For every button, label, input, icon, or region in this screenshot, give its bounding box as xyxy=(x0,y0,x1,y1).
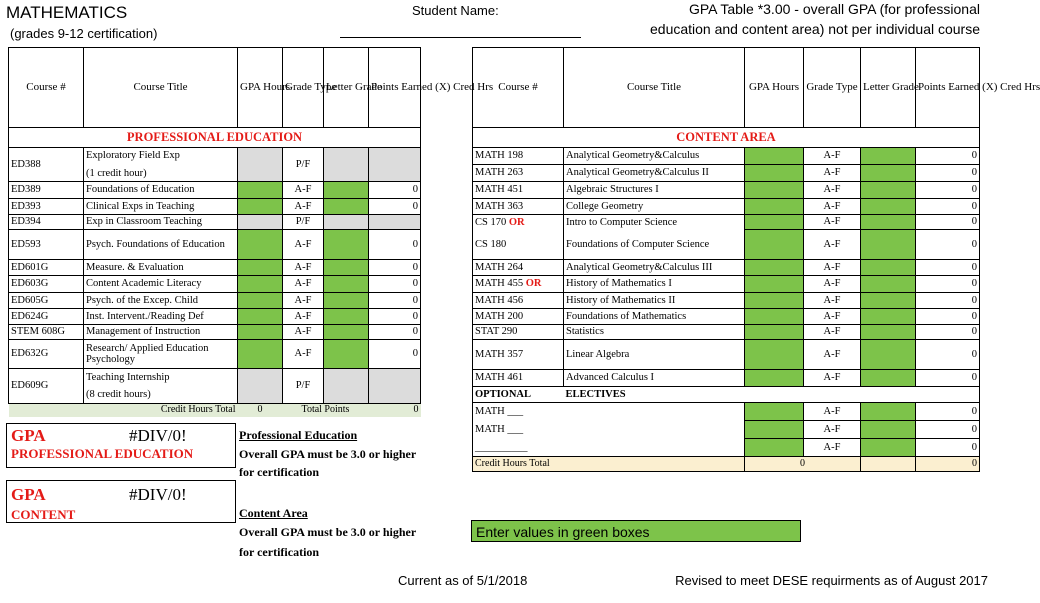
course-title: Statistics xyxy=(564,325,745,340)
grade-type: A-F xyxy=(804,276,861,293)
credit-hours-total-label: Credit Hours Total xyxy=(473,457,745,472)
grade-type: A-F xyxy=(804,165,861,182)
gpa-hours-input[interactable] xyxy=(238,199,283,215)
gpa-sub-label: CONTENT xyxy=(11,507,76,522)
course-title: Measure. & Evaluation xyxy=(84,260,238,276)
letter-grade-input[interactable] xyxy=(861,293,916,309)
gpa-hours-input[interactable] xyxy=(745,340,804,370)
optional-label: OPTIONAL xyxy=(473,387,564,403)
course-num: ED389 xyxy=(9,182,84,199)
gpa-hours-input[interactable] xyxy=(745,325,804,340)
gpa-professional-value: #DIV/0! xyxy=(129,426,187,445)
course-title: Linear Algebra xyxy=(564,340,745,370)
table-row xyxy=(9,260,421,276)
course-title: Analytical Geometry&Calculus III xyxy=(564,260,745,276)
table-row xyxy=(473,260,980,276)
letter-grade-input[interactable] xyxy=(861,165,916,182)
points-earned: 0 xyxy=(916,260,980,276)
course-title: History of Mathematics I xyxy=(564,276,745,293)
letter-grade-input[interactable] xyxy=(324,182,369,199)
current-as-of: Current as of 5/1/2018 xyxy=(398,573,528,588)
points-earned: 0 xyxy=(916,199,980,215)
points-earned: 0 xyxy=(916,403,980,421)
table-row xyxy=(473,293,980,309)
course-title: Foundations of Education xyxy=(84,182,238,199)
totals-row xyxy=(473,457,980,472)
points-earned: 0 xyxy=(916,276,980,293)
table-row xyxy=(473,340,980,370)
table-row xyxy=(9,369,421,404)
grade-type: A-F xyxy=(283,309,324,325)
course-num: ED632G xyxy=(9,340,84,369)
course-num: MATH 357 xyxy=(473,340,564,370)
credit-hours-total-value: 0 xyxy=(745,457,861,472)
course-num: STAT 290 xyxy=(473,325,564,340)
table-row xyxy=(9,325,421,340)
points-earned: 0 xyxy=(916,165,980,182)
course-title: Teaching Internship (8 credit hours) xyxy=(84,369,238,404)
col-letter-grade: Letter Grade xyxy=(861,48,916,128)
grade-type: A-F xyxy=(283,325,324,340)
grade-type: A-F xyxy=(283,293,324,309)
total-points-value: 0 xyxy=(369,404,421,417)
course-title: Intro to Computer Science xyxy=(564,215,745,230)
letter-grade-input[interactable] xyxy=(861,215,916,230)
gpa-hours-input[interactable] xyxy=(238,340,283,369)
course-num: MATH 198 xyxy=(473,148,564,165)
gpa-hours-input[interactable] xyxy=(745,403,804,421)
gpa-hours-input[interactable] xyxy=(238,325,283,340)
grade-type: A-F xyxy=(283,199,324,215)
electives-label: ELECTIVES xyxy=(564,387,980,403)
gpa-hours-input[interactable] xyxy=(745,165,804,182)
grade-type: A-F xyxy=(804,421,861,439)
table-row xyxy=(473,439,980,457)
letter-grade-input[interactable] xyxy=(324,230,369,260)
section-professional-education: PROFESSIONAL EDUCATION xyxy=(9,128,421,148)
gpa-hours-input[interactable] xyxy=(745,370,804,387)
elective-course-title[interactable] xyxy=(564,439,745,457)
course-num: ED388 xyxy=(9,148,84,182)
table-row xyxy=(9,148,421,182)
table-row xyxy=(473,276,980,293)
letter-grade-input[interactable] xyxy=(861,439,916,457)
totals-row xyxy=(9,404,421,417)
course-title: Analytical Geometry&Calculus xyxy=(564,148,745,165)
points-earned: 0 xyxy=(916,215,980,230)
letter-grade-input[interactable] xyxy=(861,148,916,165)
optional-electives-row xyxy=(473,387,980,403)
letter-grade-input[interactable] xyxy=(861,230,916,260)
course-num: ED593 xyxy=(9,230,84,260)
letter-grade-input[interactable] xyxy=(861,276,916,293)
letter-grade-input[interactable] xyxy=(324,340,369,369)
col-gpa-hours: GPA Hours xyxy=(238,48,283,128)
gpa-note-line2: education and content area) not per individual course xyxy=(650,21,980,37)
points-earned: 0 xyxy=(369,182,421,199)
points-earned: 0 xyxy=(369,293,421,309)
letter-grade-input[interactable] xyxy=(861,403,916,421)
grade-type: A-F xyxy=(804,182,861,199)
course-title: Content Academic Literacy xyxy=(84,276,238,293)
course-title: Inst. Intervent./Reading Def xyxy=(84,309,238,325)
section-content-area: CONTENT AREA xyxy=(473,128,980,148)
elective-course-num[interactable]: MATH ___ xyxy=(473,403,564,421)
course-title: Psych. Foundations of Education xyxy=(84,230,238,260)
credit-hours-total-label: Credit Hours Total xyxy=(9,404,238,417)
gpa-hours-input[interactable] xyxy=(238,293,283,309)
table-row xyxy=(473,403,980,421)
table-row xyxy=(473,230,980,260)
grade-type: A-F xyxy=(283,340,324,369)
col-gpa-hours: GPA Hours xyxy=(745,48,804,128)
grade-type: A-F xyxy=(804,148,861,165)
letter-grade-input[interactable] xyxy=(861,260,916,276)
letter-grade-input[interactable] xyxy=(324,260,369,276)
course-num: MATH 363 xyxy=(473,199,564,215)
course-title: Analytical Geometry&Calculus II xyxy=(564,165,745,182)
letter-grade-input[interactable] xyxy=(324,369,369,404)
elective-course-num[interactable]: __________ xyxy=(473,439,564,457)
course-title: Foundations of Mathematics xyxy=(564,309,745,325)
points-earned: 0 xyxy=(369,199,421,215)
gpa-hours-input[interactable] xyxy=(745,309,804,325)
table-row xyxy=(473,370,980,387)
course-num: ED393 xyxy=(9,199,84,215)
table-row xyxy=(9,276,421,293)
grade-type: P/F xyxy=(283,148,324,182)
letter-grade-input[interactable] xyxy=(861,309,916,325)
gpa-hours-input[interactable] xyxy=(238,230,283,260)
letter-grade-input[interactable] xyxy=(861,325,916,340)
course-num: CS 170 OR xyxy=(473,215,564,230)
table-row xyxy=(9,309,421,325)
course-num: ED605G xyxy=(9,293,84,309)
course-num: MATH 264 xyxy=(473,260,564,276)
page-title: MATHEMATICS xyxy=(6,3,128,22)
grade-type: P/F xyxy=(283,369,324,404)
table-row xyxy=(9,230,421,260)
course-title: Foundations of Computer Science xyxy=(564,230,745,260)
course-title: Clinical Exps in Teaching xyxy=(84,199,238,215)
letter-grade-input[interactable] xyxy=(861,182,916,199)
course-title: Research/ Applied Education Psychology xyxy=(84,340,238,369)
table-row xyxy=(473,182,980,199)
course-title: Advanced Calculus I xyxy=(564,370,745,387)
grade-type: A-F xyxy=(804,230,861,260)
gpa-hours-input[interactable] xyxy=(745,199,804,215)
points-earned: 0 xyxy=(369,260,421,276)
gpa-hours-input[interactable] xyxy=(238,369,283,404)
course-title: Psych. of the Excep. Child xyxy=(84,293,238,309)
points-earned: 0 xyxy=(916,439,980,457)
course-num: CS 180 xyxy=(473,230,564,260)
grade-type: P/F xyxy=(283,215,324,230)
table-row xyxy=(473,148,980,165)
points-earned: 0 xyxy=(916,148,980,165)
col-points-earned: Points Earned (X) Cred Hrs xyxy=(369,48,421,128)
course-title: History of Mathematics II xyxy=(564,293,745,309)
col-course-title: Course Title xyxy=(564,48,745,128)
table-row xyxy=(473,309,980,325)
prof-note-text2: for certification xyxy=(239,465,320,479)
letter-grade-input[interactable] xyxy=(324,148,369,182)
gpa-hours-input[interactable] xyxy=(745,276,804,293)
content-area-table xyxy=(472,47,1040,472)
green-box-legend: Enter values in green boxes xyxy=(471,520,801,542)
course-title: College Geometry xyxy=(564,199,745,215)
student-name-field[interactable] xyxy=(340,36,581,38)
prof-note-text1: Overall GPA must be 3.0 or higher xyxy=(239,447,417,461)
gpa-hours-input[interactable] xyxy=(745,293,804,309)
letter-grade-input[interactable] xyxy=(324,325,369,340)
grade-type: A-F xyxy=(804,370,861,387)
letter-grade-input[interactable] xyxy=(861,199,916,215)
points-earned: 0 xyxy=(916,421,980,439)
grade-type: A-F xyxy=(804,403,861,421)
letter-grade-input[interactable] xyxy=(324,199,369,215)
col-letter-grade: Letter Grade xyxy=(324,48,369,128)
col-course-num: Course # xyxy=(9,48,84,128)
gpa-hours-input[interactable] xyxy=(745,182,804,199)
gpa-hours-input[interactable] xyxy=(745,230,804,260)
gpa-hours-input[interactable] xyxy=(238,260,283,276)
prof-note-title: Professional Education xyxy=(239,428,358,442)
gpa-hours-input[interactable] xyxy=(238,215,283,230)
letter-grade-input[interactable] xyxy=(324,293,369,309)
revised-note: Revised to meet DESE requirments as of August 2017 xyxy=(675,573,988,588)
total-points-label: Total Points xyxy=(283,404,369,417)
points-earned: 0 xyxy=(916,309,980,325)
course-num: ED603G xyxy=(9,276,84,293)
points-earned: 0 xyxy=(916,340,980,370)
elective-course-title[interactable] xyxy=(564,403,745,421)
course-num: STEM 608G xyxy=(9,325,84,340)
gpa-hours-input[interactable] xyxy=(745,148,804,165)
table-row xyxy=(9,293,421,309)
gpa-sub-label: PROFESSIONAL EDUCATION xyxy=(11,446,194,461)
table-row xyxy=(473,199,980,215)
gpa-content-box xyxy=(6,480,236,523)
col-grade-type: Grade Type xyxy=(804,48,861,128)
points-earned xyxy=(369,369,421,404)
points-earned: 0 xyxy=(369,309,421,325)
credit-hours-total-value: 0 xyxy=(238,404,283,417)
grade-type: A-F xyxy=(804,293,861,309)
grade-type: A-F xyxy=(804,199,861,215)
gpa-note-line1: GPA Table *3.00 - overall GPA (for professional xyxy=(688,1,980,17)
table-row xyxy=(473,325,980,340)
points-earned: 0 xyxy=(916,370,980,387)
course-num: MATH 263 xyxy=(473,165,564,182)
col-course-title: Course Title xyxy=(84,48,238,128)
grade-type: A-F xyxy=(283,230,324,260)
course-num: MATH 461 xyxy=(473,370,564,387)
table-row xyxy=(9,215,421,230)
gpa-content-value: #DIV/0! xyxy=(129,485,187,504)
col-points-earned: Points Earned (X) Cred Hrs xyxy=(916,48,980,128)
letter-grade-input[interactable] xyxy=(861,370,916,387)
letter-grade-input[interactable] xyxy=(324,276,369,293)
content-note-title: Content Area xyxy=(239,506,308,520)
course-num: ED601G xyxy=(9,260,84,276)
gpa-hours-input[interactable] xyxy=(745,260,804,276)
table-row xyxy=(9,182,421,199)
gpa-professional-box xyxy=(6,423,236,468)
letter-grade-input[interactable] xyxy=(324,309,369,325)
grade-type: A-F xyxy=(804,260,861,276)
elective-course-num[interactable]: MATH ___ xyxy=(473,421,564,439)
course-num: ED394 xyxy=(9,215,84,230)
course-num: MATH 200 xyxy=(473,309,564,325)
points-earned: 0 xyxy=(916,325,980,340)
letter-grade-input[interactable] xyxy=(324,215,369,230)
table-row xyxy=(9,340,421,369)
gpa-label: GPA xyxy=(11,426,46,445)
points-earned: 0 xyxy=(916,293,980,309)
page-subtitle: (grades 9-12 certification) xyxy=(10,26,158,41)
grade-type: A-F xyxy=(804,325,861,340)
grade-type: A-F xyxy=(283,260,324,276)
points-earned: 0 xyxy=(916,230,980,260)
gpa-hours-input[interactable] xyxy=(238,276,283,293)
points-earned: 0 xyxy=(369,230,421,260)
table-row xyxy=(473,165,980,182)
table-row xyxy=(9,199,421,215)
grade-type: A-F xyxy=(804,340,861,370)
letter-grade-input[interactable] xyxy=(861,340,916,370)
col-grade-type: Grade Type xyxy=(283,48,324,128)
gpa-hours-input[interactable] xyxy=(745,439,804,457)
grade-type: A-F xyxy=(804,309,861,325)
gpa-hours-input[interactable] xyxy=(745,215,804,230)
gpa-hours-input[interactable] xyxy=(238,148,283,182)
col-course-num: Course # xyxy=(473,48,564,128)
content-note-text1: Overall GPA must be 3.0 or higher xyxy=(239,525,417,539)
grade-type: A-F xyxy=(804,215,861,230)
points-earned: 0 xyxy=(916,182,980,199)
grade-type: A-F xyxy=(283,182,324,199)
points-earned xyxy=(369,215,421,230)
student-name-label: Student Name: xyxy=(412,3,499,18)
gpa-label: GPA xyxy=(11,485,46,504)
course-title: Management of Instruction xyxy=(84,325,238,340)
letter-grade-input[interactable] xyxy=(861,421,916,439)
points-earned xyxy=(369,148,421,182)
gpa-hours-input[interactable] xyxy=(238,309,283,325)
points-earned: 0 xyxy=(369,340,421,369)
course-num: ED624G xyxy=(9,309,84,325)
points-earned: 0 xyxy=(369,276,421,293)
points-earned: 0 xyxy=(369,325,421,340)
grade-type: A-F xyxy=(804,439,861,457)
gpa-hours-input[interactable] xyxy=(745,421,804,439)
course-num: MATH 451 xyxy=(473,182,564,199)
course-num: MATH 455 OR xyxy=(473,276,564,293)
elective-course-title[interactable] xyxy=(564,421,745,439)
course-title: Exp in Classroom Teaching xyxy=(84,215,238,230)
content-note-text2: for certification xyxy=(239,545,320,559)
course-title: Exploratory Field Exp (1 credit hour) xyxy=(84,148,238,182)
grade-type: A-F xyxy=(283,276,324,293)
table-row xyxy=(473,421,980,439)
course-num: MATH 456 xyxy=(473,293,564,309)
total-points-value: 0 xyxy=(916,457,980,472)
course-num: ED609G xyxy=(9,369,84,404)
gpa-hours-input[interactable] xyxy=(238,182,283,199)
table-row xyxy=(473,215,980,230)
course-title: Algebraic Structures I xyxy=(564,182,745,199)
